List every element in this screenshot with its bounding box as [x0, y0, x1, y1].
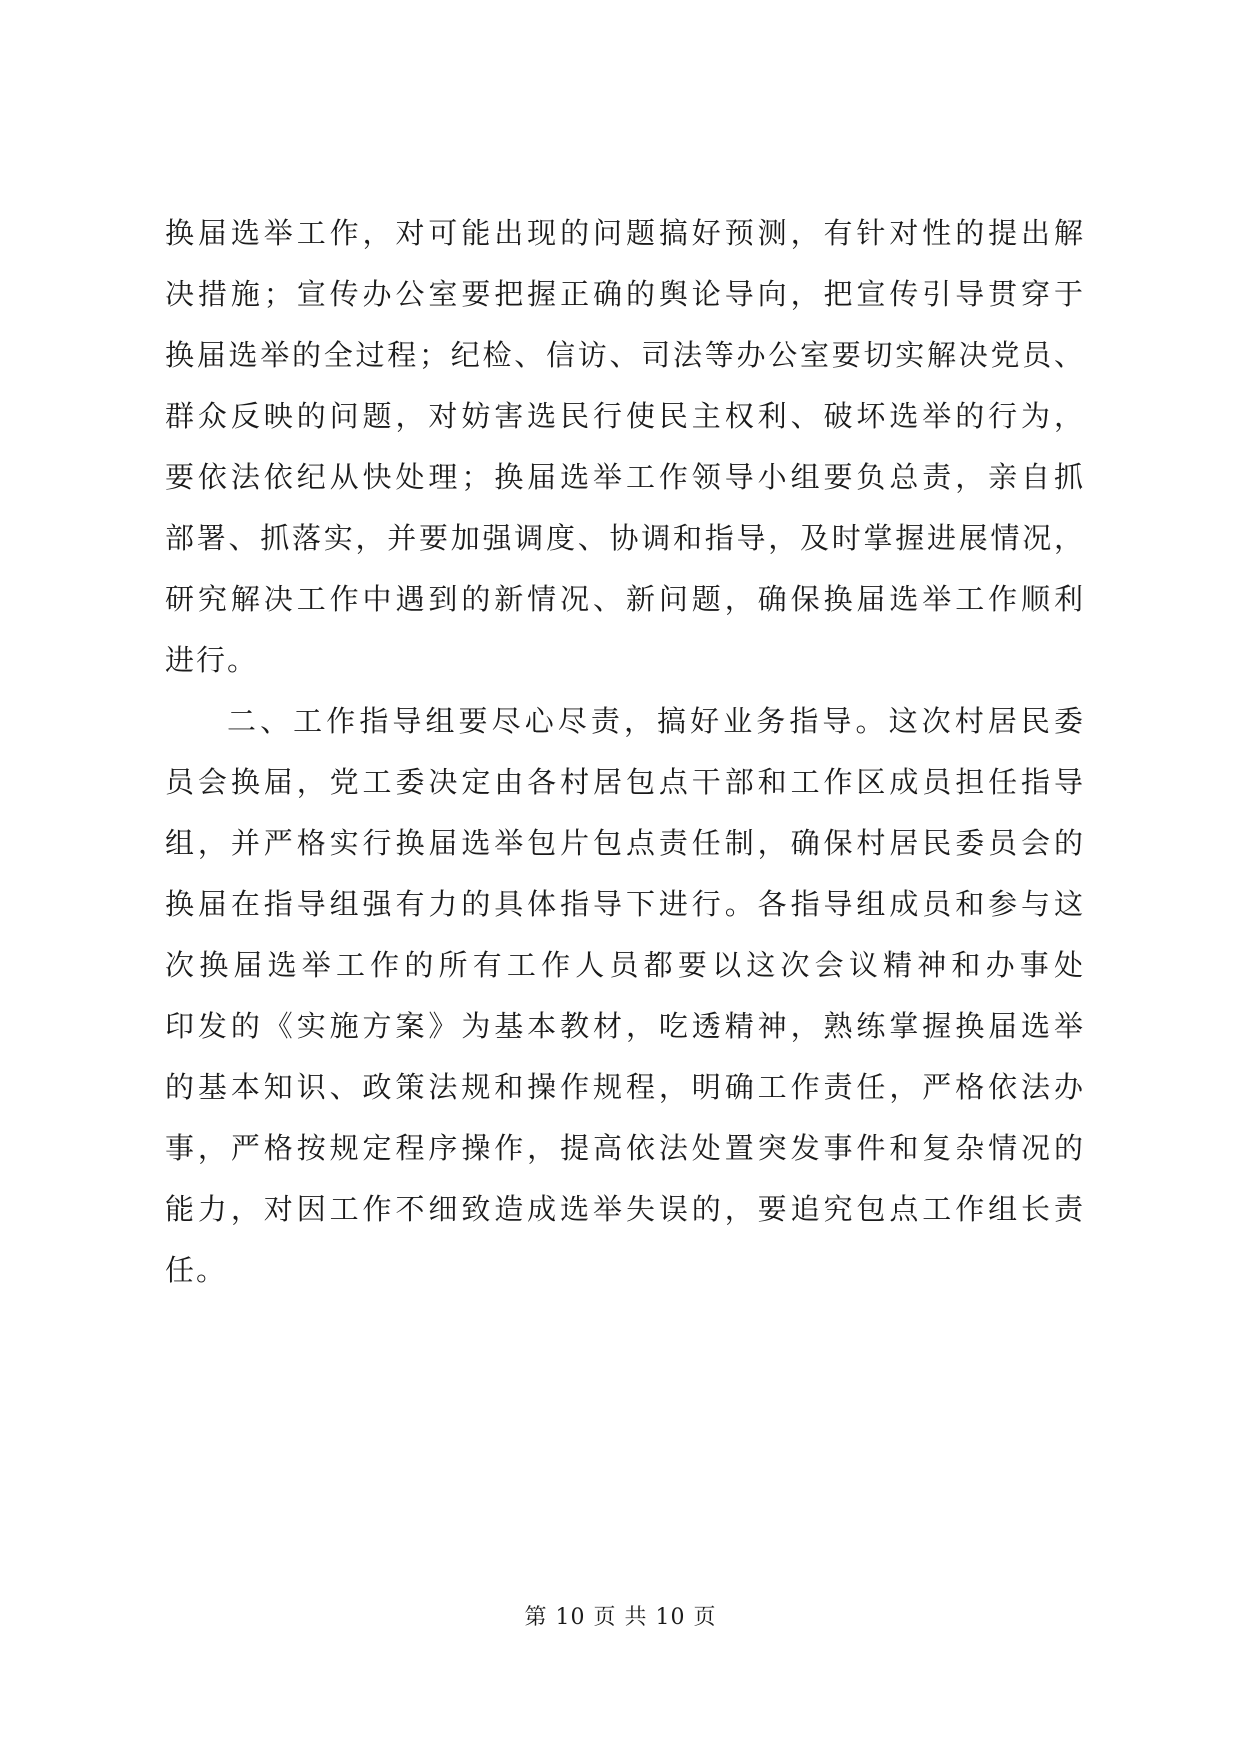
- text-line: 换届选举的全过程；纪检、信访、司法等办公室要切实解决党员、: [165, 338, 1085, 372]
- text-line: 决措施；宣传办公室要把握正确的舆论导向，把宣传引导贯穿于: [165, 277, 1085, 311]
- text-line: 事，严格按规定程序操作，提高依法处置突发事件和复杂情况的: [165, 1131, 1085, 1165]
- text-line: 二、工作指导组要尽心尽责，搞好业务指导。这次村居民委: [227, 704, 1085, 738]
- text-line: 次换届选举工作的所有工作人员都要以这次会议精神和办事处: [165, 948, 1085, 982]
- text-line: 换届选举工作，对可能出现的问题搞好预测，有针对性的提出解: [165, 216, 1085, 250]
- page-number-footer: 第 10 页 共 10 页: [524, 1605, 717, 1630]
- text-line: 员会换届，党工委决定由各村居包点干部和工作区成员担任指导: [165, 765, 1085, 799]
- text-line: 的基本知识、政策法规和操作规程，明确工作责任，严格依法办: [165, 1070, 1085, 1104]
- text-line: 进行。: [165, 643, 259, 677]
- text-line: 换届在指导组强有力的具体指导下进行。各指导组成员和参与这: [165, 887, 1085, 921]
- text-line: 能力，对因工作不细致造成选举失误的，要追究包点工作组长责: [165, 1192, 1085, 1226]
- body-text: [165, 203, 1085, 1301]
- text-line: 要依法依纪从快处理；换届选举工作领导小组要负总责，亲自抓: [165, 460, 1085, 494]
- text-line: 研究解决工作中遇到的新情况、新问题，确保换届选举工作顺利: [165, 582, 1085, 616]
- text-line: 群众反映的问题，对妨害选民行使民主权利、破坏选举的行为，: [165, 399, 1085, 433]
- text-line: 组，并严格实行换届选举包片包点责任制，确保村居民委员会的: [165, 826, 1085, 860]
- text-line: 印发的《实施方案》为基本教材，吃透精神，熟练掌握换届选举: [165, 1009, 1085, 1043]
- text-line: 部署、抓落实，并要加强调度、协调和指导，及时掌握进展情况，: [165, 521, 1085, 555]
- text-line: 任。: [165, 1253, 228, 1287]
